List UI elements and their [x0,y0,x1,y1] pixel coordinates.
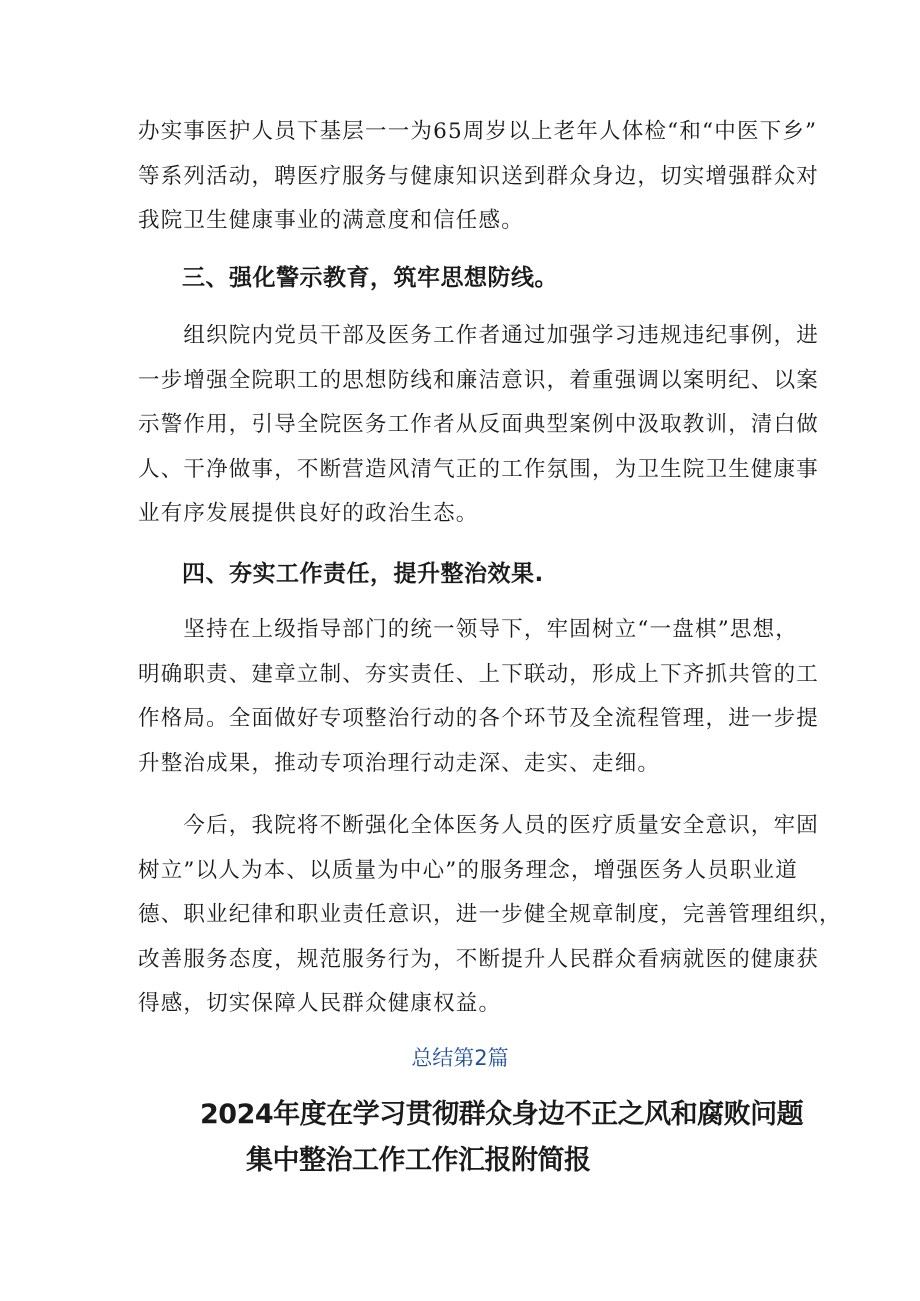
paragraph-2 [138,314,820,537]
section-heading-3: 三、强化警示教育，筑牢思想防线。 [182,265,558,291]
paragraph-line: 作格局。全面做好专项整治行动的各个环节及全流程管理，进一步提 [138,706,820,731]
paragraph-1 [138,110,820,244]
paragraph-line: 升整治成果，推动专项治理行动走深、走实、走细。 [138,750,661,776]
paragraph-line: 坚持在上级指导部门的统一领导下，牢固树立“一盘棋”思想， [138,617,798,642]
paragraph-4 [138,804,842,1027]
section-heading-4: 四、夯实工作责任，提升整治效果. [182,561,544,587]
paragraph-line: 改善服务态度，规范服务行为，不断提升人民群众看病就医的健康获 [138,946,820,972]
paragraph-line: 办实事医护人员下基层一一为65周岁以上老年人体检“和“中医下乡” [138,119,818,144]
paragraph-line: 得感，切实保障人民群众健康权益。 [138,991,502,1016]
paragraph-line: 今后，我院将不断强化全体医务人员的医疗质量安全意识，牢固 [138,813,820,838]
document-title-line-2: 集中整治工作工作汇报附简报 [246,1145,591,1176]
paragraph-line: 等系列活动，聘医疗服务与健康知识送到群众身边，切实增强群众对 [138,163,820,189]
document-title-line-1: 2024年度在学习贯彻群众身边不正之风和腐败问题 [200,1099,804,1130]
paragraph-line: 我院卫生健康事业的满意度和信任感。 [138,208,524,233]
paragraph-line: 树立”以人为本、以质量为中心”的服务理念，增强医务人员职业道 [138,857,798,883]
paragraph-line: 一步增强全院职工的思想防线和廉洁意识，着重强调以案明纪、以案 [138,367,820,393]
paragraph-line: 人、干净做事，不断营造风清气正的工作氛围，为卫生院卫生健康事 [138,456,820,482]
paragraph-line: 组织院内党员干部及医务工作者通过加强学习违规违纪事例，进 [138,323,820,348]
paragraph-line: 业有序发展提供良好的政治生态。 [138,501,479,526]
paragraph-line: 德、职业纪律和职业责任意识，进一步健全规章制度，完善管理组织， [138,902,842,927]
section-label: 总结第2篇 [411,1046,509,1070]
paragraph-3 [138,608,820,786]
paragraph-line: 明确职责、建章立制、夯实责任、上下联动，形成上下齐抓共管的工 [138,661,820,687]
paragraph-line: 示警作用，引导全院医务工作者从反面典型案例中汲取教训，清白做 [138,412,820,437]
